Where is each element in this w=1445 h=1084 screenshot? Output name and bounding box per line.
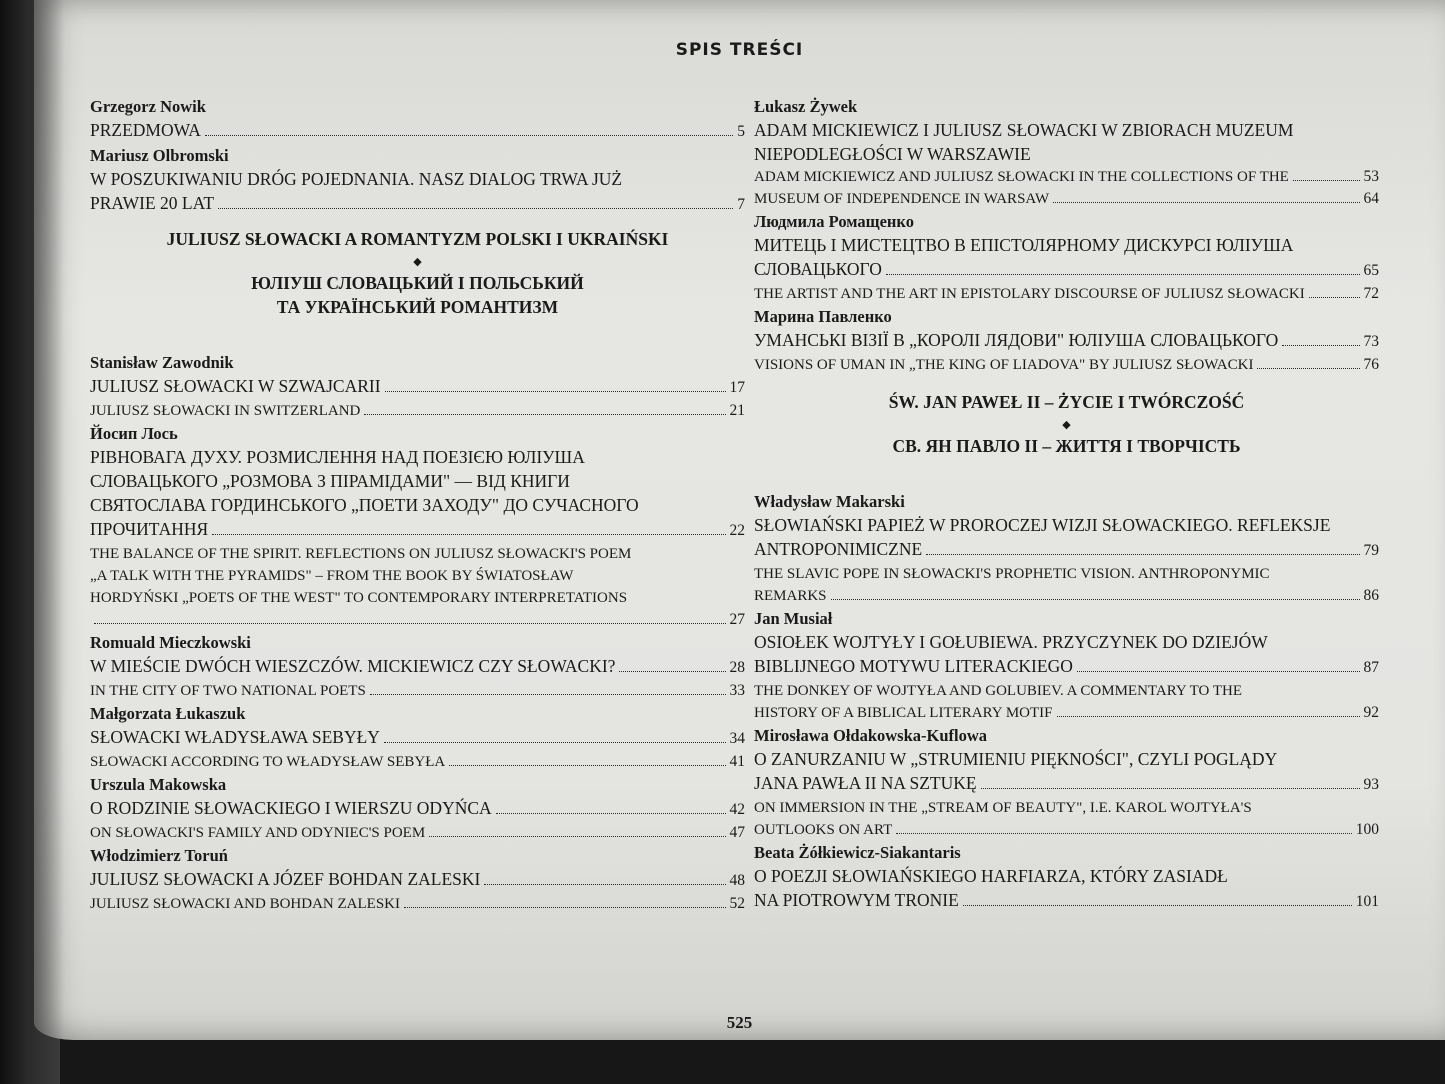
section-title-pl-2: ŚW. JAN PAWEŁ II – ŻYCIE I TWÓRCZOŚĆ bbox=[888, 392, 1245, 412]
page-ref: 7 bbox=[737, 196, 745, 213]
entry-author: Mirosława Ołdakowska-Kuflowa bbox=[754, 726, 988, 745]
book-page bbox=[34, 0, 1445, 1040]
right-entries bbox=[754, 491, 1379, 914]
entry-title: ANTROPONIMICZNE bbox=[754, 539, 923, 559]
page-ref: 86 bbox=[1363, 587, 1379, 604]
entry-title: ADAM MICKIEWICZ I JULIUSZ SŁOWACKI W ZBIORACH MUZEUM bbox=[754, 120, 1294, 140]
dot-leader bbox=[1057, 716, 1360, 717]
toc-line[interactable] bbox=[90, 118, 745, 144]
toc-line[interactable] bbox=[754, 188, 1379, 210]
dot-leader bbox=[1293, 180, 1360, 181]
entry-title: МИТЕЦЬ І МИСТЕЦТВО В ЕПІСТОЛЯРНОМУ ДИСКУРСІ ЮЛІУША bbox=[754, 235, 1294, 255]
section-title-ua-1: ЮЛІУШ СЛОВАЦЬКИЙ І ПОЛЬСЬКИЙ bbox=[251, 273, 584, 293]
toc-line[interactable] bbox=[90, 680, 745, 702]
dot-leader bbox=[404, 907, 726, 908]
entry-title: REMARKS bbox=[754, 588, 827, 604]
page-ref: 21 bbox=[729, 402, 745, 419]
toc-line[interactable] bbox=[754, 888, 1379, 914]
spacer bbox=[90, 325, 745, 351]
entry-title: HORDYŃSKI „POETS OF THE WEST" TO CONTEMPORARY INTERPRETATIONS bbox=[90, 590, 628, 606]
entry-author: Grzegorz Nowik bbox=[90, 97, 206, 116]
dot-leader bbox=[619, 671, 725, 672]
page-ref: 52 bbox=[729, 895, 745, 912]
entry-title: РІВНОВАГА ДУХУ. РОЗМИСЛЕННЯ НАД ПОЕЗІЄЮ ЮЛІУША bbox=[90, 447, 585, 467]
entry-title: PRAWIE 20 LAT bbox=[90, 193, 215, 213]
entry-author: Mariusz Olbromski bbox=[90, 146, 229, 165]
page-ref: 79 bbox=[1363, 542, 1379, 559]
left-column bbox=[90, 95, 745, 915]
page-ref: 22 bbox=[729, 522, 745, 539]
entry-title: ПРОЧИТАННЯ bbox=[90, 519, 209, 539]
toc-line[interactable] bbox=[754, 819, 1379, 841]
toc-line[interactable] bbox=[754, 283, 1379, 305]
toc-line[interactable] bbox=[90, 374, 745, 400]
page-ref: 64 bbox=[1363, 190, 1379, 207]
toc-line[interactable] bbox=[90, 191, 745, 217]
page-ref: 100 bbox=[1355, 821, 1379, 838]
toc-line[interactable] bbox=[90, 796, 745, 822]
dot-leader bbox=[963, 905, 1352, 906]
entry-title: PRZEDMOWA bbox=[90, 120, 201, 140]
entry-title: THE BALANCE OF THE SPIRIT. REFLECTIONS ON JULIUSZ SŁOWACKI'S POEM bbox=[90, 546, 632, 562]
page-ref: 28 bbox=[729, 659, 745, 676]
toc-line[interactable] bbox=[90, 400, 745, 422]
toc-line[interactable] bbox=[90, 517, 745, 543]
entry-author: Urszula Makowska bbox=[90, 775, 227, 794]
entry-title: JULIUSZ SŁOWACKI W SZWAJCARII bbox=[90, 376, 381, 396]
dot-leader bbox=[484, 884, 725, 885]
entry-title: JANA PAWŁA II NA SZTUKĘ bbox=[754, 773, 977, 793]
page-ref: 53 bbox=[1363, 168, 1379, 185]
toc-line[interactable] bbox=[754, 585, 1379, 607]
toc-line[interactable] bbox=[90, 893, 745, 915]
entry-title: HISTORY OF A BIBLICAL LITERARY MOTIF bbox=[754, 705, 1053, 721]
entry-title: W POSZUKIWANIU DRÓG POJEDNANIA. NASZ DIALOG TRWA JUŻ bbox=[90, 169, 623, 189]
dot-leader bbox=[212, 534, 725, 535]
entry-title: MUSEUM OF INDEPENDENCE IN WARSAW bbox=[754, 191, 1050, 207]
toc-entry bbox=[754, 491, 1379, 607]
toc-entry bbox=[754, 211, 1379, 305]
entry-author: Łukasz Żywek bbox=[754, 97, 858, 116]
entry-title: JULIUSZ SŁOWACKI AND BOHDAN ZALESKI bbox=[90, 896, 400, 912]
section-title-pl: JULIUSZ SŁOWACKI A ROMANTYZM POLSKI I UKRAIŃSKI bbox=[166, 229, 669, 249]
toc-line[interactable] bbox=[90, 751, 745, 773]
page-ref: 101 bbox=[1355, 893, 1379, 910]
page-ref: 92 bbox=[1363, 704, 1379, 721]
toc-entry bbox=[90, 845, 745, 915]
dot-leader bbox=[205, 135, 733, 136]
entry-title: THE DONKEY OF WOJTYŁA AND GOLUBIEV. A COMMENTARY TO THE bbox=[754, 683, 1242, 699]
entry-title: JULIUSZ SŁOWACKI A JÓZEF BOHDAN ZALESKI bbox=[90, 869, 481, 889]
toc-line[interactable] bbox=[90, 867, 745, 893]
page-ref: 76 bbox=[1363, 356, 1379, 373]
section-title-ua-3: СВ. ЯН ПАВЛО II – ЖИТТЯ І ТВОРЧІСТЬ bbox=[892, 436, 1241, 456]
entry-author: Людмила Ромащенко bbox=[754, 212, 914, 231]
toc-entry bbox=[90, 632, 745, 702]
entry-title: VISIONS OF UMAN IN „THE KING OF LIADOVA" BY JULIUSZ SŁOWACKI bbox=[754, 357, 1254, 373]
entry-author: Jan Musiał bbox=[754, 609, 833, 628]
entry-title: ON SŁOWACKI'S FAMILY AND ODYNIEC'S POEM bbox=[90, 825, 426, 841]
entry-author: Йосип Лось bbox=[90, 424, 178, 443]
entry-title: O RODZINIE SŁOWACKIEGO I WIERSZU ODYŃCA bbox=[90, 798, 492, 818]
toc-line[interactable] bbox=[90, 822, 745, 844]
dot-leader bbox=[385, 391, 726, 392]
dot-leader bbox=[886, 274, 1360, 275]
dot-leader bbox=[364, 414, 725, 415]
dot-leader bbox=[370, 694, 726, 695]
entry-title: СВЯТОСЛАВА ГОРДИНСЬКОГО „ПОЕТИ ЗАХОДУ" ДО СУЧАСНОГО bbox=[90, 495, 639, 515]
dot-leader bbox=[981, 788, 1360, 789]
dot-leader bbox=[1077, 671, 1360, 672]
toc-entry bbox=[754, 608, 1379, 724]
dot-leader bbox=[449, 765, 725, 766]
dot-leader bbox=[1282, 345, 1359, 346]
page-ref: 72 bbox=[1363, 285, 1379, 302]
toc-entry bbox=[90, 774, 745, 844]
toc-line[interactable] bbox=[754, 328, 1379, 354]
page-header: SPIS TREŚCI bbox=[675, 40, 804, 60]
page-ref: 47 bbox=[729, 824, 745, 841]
toc-line[interactable] bbox=[754, 702, 1379, 724]
dot-leader bbox=[496, 813, 726, 814]
toc-line[interactable] bbox=[754, 257, 1379, 283]
page-ref: 27 bbox=[729, 611, 745, 628]
entry-title: IN THE CITY OF TWO NATIONAL POETS bbox=[90, 683, 366, 699]
entry-title: O ZANURZANIU W „STRUMIENIU PIĘKNOŚCI", CZYLI POGLĄDY bbox=[754, 749, 1278, 769]
diamond-ornament: ◆ bbox=[413, 256, 422, 268]
dot-leader bbox=[218, 208, 733, 209]
entry-title: SŁOWIAŃSKI PAPIEŻ W PROROCZEJ WIZJI SŁOWACKIEGO. REFLEKSJE bbox=[754, 515, 1331, 535]
entry-author: Władysław Makarski bbox=[754, 492, 905, 511]
toc-line[interactable] bbox=[90, 654, 745, 680]
entry-title: THE ARTIST AND THE ART IN EPISTOLARY DISCOURSE OF JULIUSZ SŁOWACKI bbox=[754, 286, 1305, 302]
entry-title: СЛОВАЦЬКОГО „РОЗМОВА З ПІРАМІДАМИ" — ВІД КНИГИ bbox=[90, 471, 570, 491]
entry-author: Beata Żółkiewicz-Siakantaris bbox=[754, 843, 961, 862]
left-intro-entries bbox=[90, 96, 745, 217]
right-column bbox=[754, 95, 1379, 914]
toc-line[interactable] bbox=[754, 771, 1379, 797]
entry-title: NA PIOTROWYM TRONIE bbox=[754, 890, 959, 910]
page-ref: 48 bbox=[729, 872, 745, 889]
diamond-ornament-2: ◆ bbox=[1062, 419, 1071, 431]
dot-leader bbox=[896, 833, 1351, 834]
entry-title: THE SLAVIC POPE IN SŁOWACKI'S PROPHETIC VISION. ANTHROPONYMIC bbox=[754, 566, 1270, 582]
entry-title: ADAM MICKIEWICZ AND JULIUSZ SŁOWACKI IN THE COLLECTIONS OF THE bbox=[754, 169, 1289, 185]
entry-author: Stanisław Zawodnik bbox=[90, 353, 234, 372]
dot-leader bbox=[94, 623, 726, 624]
toc-entry bbox=[90, 96, 745, 144]
entry-title: OSIOŁEK WOJTYŁY I GOŁUBIEWA. PRZYCZYNEK DO DZIEJÓW bbox=[754, 632, 1268, 652]
toc-entry bbox=[90, 145, 745, 217]
toc-line[interactable] bbox=[754, 537, 1379, 563]
dot-leader bbox=[831, 599, 1360, 600]
entry-title: ON IMMERSION IN THE „STREAM OF BEAUTY", I.E. KAROL WOJTYŁA'S bbox=[754, 800, 1252, 816]
entry-author: Włodzimierz Toruń bbox=[90, 846, 228, 865]
toc-entry bbox=[754, 96, 1379, 210]
spacer bbox=[754, 464, 1379, 490]
dot-leader bbox=[1309, 297, 1360, 298]
dot-leader bbox=[429, 836, 725, 837]
toc-line[interactable] bbox=[90, 725, 745, 751]
right-intro-entries bbox=[754, 96, 1379, 376]
page-ref: 87 bbox=[1363, 659, 1379, 676]
toc-line[interactable] bbox=[754, 654, 1379, 680]
entry-author: Марина Павленко bbox=[754, 307, 892, 326]
page-ref: 65 bbox=[1363, 262, 1379, 279]
toc-entry bbox=[90, 703, 745, 773]
gutter-shadow bbox=[34, 0, 64, 1040]
toc-entry bbox=[90, 352, 745, 422]
toc-entry bbox=[90, 423, 745, 631]
entry-title: W MIEŚCIE DWÓCH WIESZCZÓW. MICKIEWICZ CZY SŁOWACKI? bbox=[90, 656, 616, 676]
entry-title: SŁOWACKI WŁADYSŁAWA SEBYŁY bbox=[90, 727, 380, 747]
dot-leader bbox=[926, 554, 1359, 555]
page-ref: 42 bbox=[729, 801, 745, 818]
dot-leader bbox=[384, 742, 726, 743]
toc-entry bbox=[754, 725, 1379, 841]
entry-title: SŁOWACKI ACCORDING TO WŁADYSŁAW SEBYŁA bbox=[90, 754, 446, 770]
page-number: 525 bbox=[726, 1013, 753, 1032]
entry-title: JULIUSZ SŁOWACKI IN SWITZERLAND bbox=[90, 403, 361, 419]
page-ref: 41 bbox=[729, 753, 745, 770]
page-ref: 34 bbox=[729, 730, 745, 747]
page-ref: 33 bbox=[729, 682, 745, 699]
section-title-ua-2: ТА УКРАЇНСЬКИЙ РОМАНТИЗМ bbox=[276, 297, 559, 317]
entry-title: „A TALK WITH THE PYRAMIDS" – FROM THE BOOK BY ŚWIATOSŁAW bbox=[90, 568, 574, 584]
dot-leader bbox=[1257, 368, 1359, 369]
page-ref: 73 bbox=[1363, 333, 1379, 350]
toc-entry bbox=[754, 306, 1379, 376]
entry-title: OUTLOOKS ON ART bbox=[754, 822, 893, 838]
left-entries bbox=[90, 352, 745, 915]
dot-leader bbox=[1053, 202, 1359, 203]
page-ref: 5 bbox=[737, 123, 745, 140]
entry-title: УМАНСЬКІ ВІЗІЇ В „КОРОЛІ ЛЯДОВИ" ЮЛІУША СЛОВАЦЬКОГО bbox=[754, 330, 1279, 350]
toc-line[interactable] bbox=[90, 609, 745, 631]
entry-author: Małgorzata Łukaszuk bbox=[90, 704, 246, 723]
entry-title: СЛОВАЦЬКОГО bbox=[754, 259, 882, 279]
toc-line[interactable] bbox=[754, 354, 1379, 376]
entry-title: NIEPODLEGŁOŚCI W WARSZAWIE bbox=[754, 144, 1031, 164]
page-ref: 93 bbox=[1363, 776, 1379, 793]
toc-line[interactable] bbox=[754, 166, 1379, 188]
page-ref: 17 bbox=[729, 379, 745, 396]
entry-title: O POEZJI SŁOWIAŃSKIEGO HARFIARZA, KTÓRY ZASIADŁ bbox=[754, 866, 1228, 886]
entry-title: BIBLIJNEGO MOTYWU LITERACKIEGO bbox=[754, 656, 1073, 676]
entry-author: Romuald Mieczkowski bbox=[90, 633, 251, 652]
toc-entry bbox=[754, 842, 1379, 914]
